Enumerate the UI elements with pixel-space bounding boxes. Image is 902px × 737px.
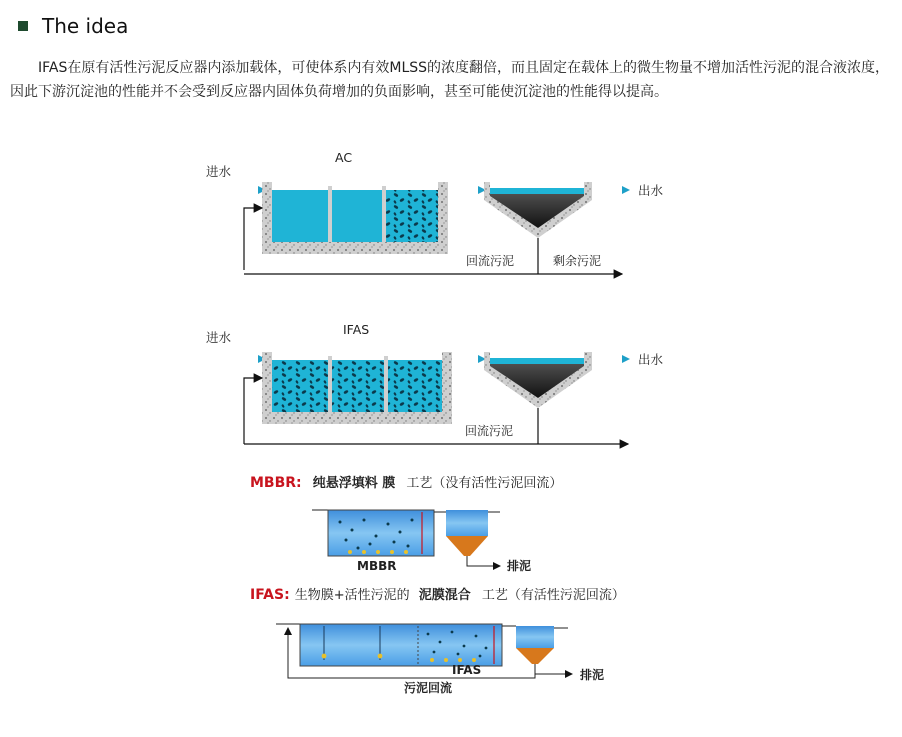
mbbr-clarifier-hopper	[446, 536, 488, 556]
ifas-hybrid-heading-bold: 泥膜混合	[418, 588, 471, 603]
ifas-divider-1	[328, 356, 332, 412]
ifas-hybrid-return-label: 污泥回流	[404, 681, 453, 695]
ac-outlet-label: 出水	[638, 183, 664, 198]
ac-return-sludge-label: 回流污泥	[466, 254, 515, 268]
mbbr-heading-red: MBBR:	[250, 475, 302, 491]
ac-compartment-2	[332, 190, 382, 242]
ac-divider-2	[382, 186, 386, 242]
mbbr-diagram	[312, 510, 531, 573]
ifas-compartment-2-media	[332, 360, 384, 412]
ac-clarifier-water	[490, 188, 584, 194]
ifas-compartment-1-media	[272, 360, 328, 412]
ifas-return-arrow	[244, 378, 262, 444]
ifas-outlet-marker-icon	[622, 355, 630, 363]
ac-compartment-1	[272, 190, 328, 242]
ifas-hybrid-clarifier-hopper	[516, 648, 554, 664]
section-title: The idea	[42, 14, 129, 38]
ifas-diagram	[206, 322, 664, 444]
ifas-hybrid-heading-red: IFAS:	[250, 587, 290, 603]
ifas-compartment-3-media	[388, 360, 442, 412]
ac-title: AC	[335, 150, 353, 165]
ac-compartment-3-media	[386, 190, 438, 242]
ac-excess-sludge-label: 剩余污泥	[553, 254, 602, 268]
ifas-hybrid-tank	[300, 624, 502, 666]
ac-return-arrow	[244, 208, 262, 270]
mbbr-sludge-arrow	[467, 556, 500, 566]
ifas-title: IFAS	[343, 322, 370, 337]
ifas-hybrid-sludge-out-label: 排泥	[580, 668, 605, 682]
ifas-clarifier-water	[490, 358, 584, 364]
mbbr-heading-rest: 工艺（没有活性污泥回流）	[406, 476, 563, 491]
ifas-return-sludge-label: 回流污泥	[465, 424, 514, 438]
ifas-outlet-label: 出水	[638, 352, 664, 367]
ifas-hybrid-sludge-arrow	[535, 664, 572, 674]
ifas-inlet-label: 进水	[206, 330, 232, 345]
ifas-hybrid-clarifier-water	[516, 626, 554, 648]
ifas-hybrid-tank-label: IFAS	[452, 663, 482, 677]
intro-paragraph: IFAS在原有活性污泥反应器内添加载体，可使体系内有效MLSS的浓度翻倍，而且固定在载体上的微生物量不增加活性污泥的混合液浓度，因此下游沉淀池的性能并不会受到反应器内固体负荷增加的负面影响，甚至可能使沉淀池的性能得以提高。	[10, 60, 890, 100]
ac-divider-1	[328, 186, 332, 242]
ac-inlet-label: 进水	[206, 164, 232, 179]
mbbr-clarifier-water	[446, 510, 488, 536]
mbbr-tank-label: MBBR	[357, 559, 397, 573]
ac-diagram	[206, 150, 664, 274]
mbbr-heading	[250, 472, 562, 491]
ifas-hybrid-heading-rest: 工艺（有活性污泥回流）	[481, 588, 625, 603]
mbbr-sludge-out-label: 排泥	[507, 559, 532, 573]
ifas-hybrid-diagram	[276, 624, 604, 695]
ifas-divider-2	[384, 356, 388, 412]
ifas-hybrid-heading-mid: 生物膜+活性污泥的	[294, 588, 410, 603]
mbbr-tank	[328, 510, 434, 556]
mbbr-heading-bold: 纯悬浮填料 膜	[312, 476, 396, 491]
ifas-hybrid-heading	[250, 584, 625, 603]
ac-outlet-marker-icon	[622, 186, 630, 194]
